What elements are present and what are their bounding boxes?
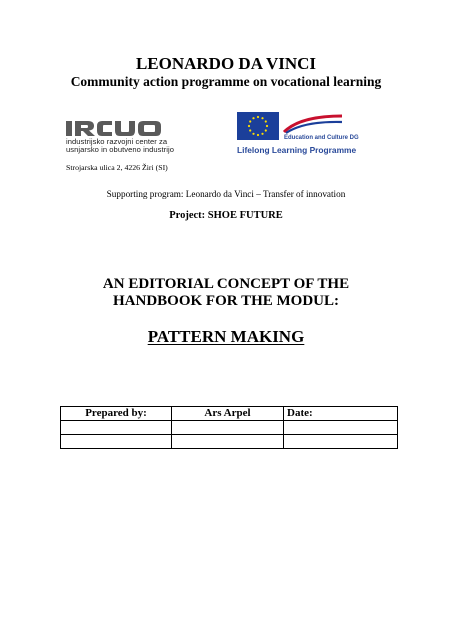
table-cell bbox=[284, 421, 398, 435]
concept-line-2: HANDBOOK FOR THE MODUL: bbox=[113, 293, 339, 309]
table-row bbox=[61, 407, 398, 421]
eu-star bbox=[261, 117, 263, 119]
table-cell bbox=[61, 421, 172, 435]
eu-flag-icon bbox=[237, 112, 279, 140]
table-cell bbox=[172, 421, 284, 435]
ircuo-line-1: industrijsko razvojni center za bbox=[66, 137, 168, 146]
table-row bbox=[61, 435, 398, 449]
eu-star bbox=[249, 129, 251, 131]
eu-star bbox=[261, 133, 263, 135]
topic-heading bbox=[0, 327, 452, 347]
eu-star bbox=[252, 117, 254, 119]
concept-heading bbox=[0, 276, 452, 310]
prepared-by-table bbox=[60, 406, 398, 449]
table-cell: Prepared by: bbox=[61, 407, 172, 421]
eu-star bbox=[252, 133, 254, 135]
document-title: LEONARDO DA VINCI bbox=[135, 54, 317, 73]
table-cell bbox=[61, 435, 172, 449]
ircuo-description bbox=[66, 138, 186, 155]
eu-star bbox=[257, 116, 259, 118]
ircuo-line-2: usnjarsko in obutveno industrijo bbox=[66, 145, 174, 155]
eu-star bbox=[266, 125, 268, 127]
project-name: Project: SHOE FUTURE bbox=[169, 210, 283, 221]
table-cell bbox=[172, 435, 284, 449]
eu-dg-label: Education and Culture DG bbox=[284, 135, 359, 141]
table-cell bbox=[284, 435, 398, 449]
ircuo-address: Strojarska ulica 2, 4226 Žiri (SI) bbox=[66, 163, 168, 172]
eu-star bbox=[265, 120, 267, 122]
ircuo-logo-icon bbox=[66, 120, 178, 138]
concept-line-1: AN EDITORIAL CONCEPT OF THE bbox=[102, 276, 350, 292]
table-cell: Ars Arpel bbox=[172, 407, 284, 421]
eu-star bbox=[265, 129, 267, 131]
eu-star bbox=[257, 134, 259, 136]
table-cell: Date: bbox=[284, 407, 398, 421]
document-subtitle: Community action programme on vocational learning bbox=[70, 74, 382, 89]
supporting-program: Supporting program: Leonardo da Vinci – Transfer of innovation bbox=[106, 189, 346, 199]
eu-programme-label: Lifelong Learning Programme bbox=[237, 145, 357, 155]
table-row bbox=[61, 421, 398, 435]
topic-text: PATTERN MAKING bbox=[147, 327, 305, 346]
eu-star bbox=[248, 125, 250, 127]
eu-star bbox=[249, 120, 251, 122]
